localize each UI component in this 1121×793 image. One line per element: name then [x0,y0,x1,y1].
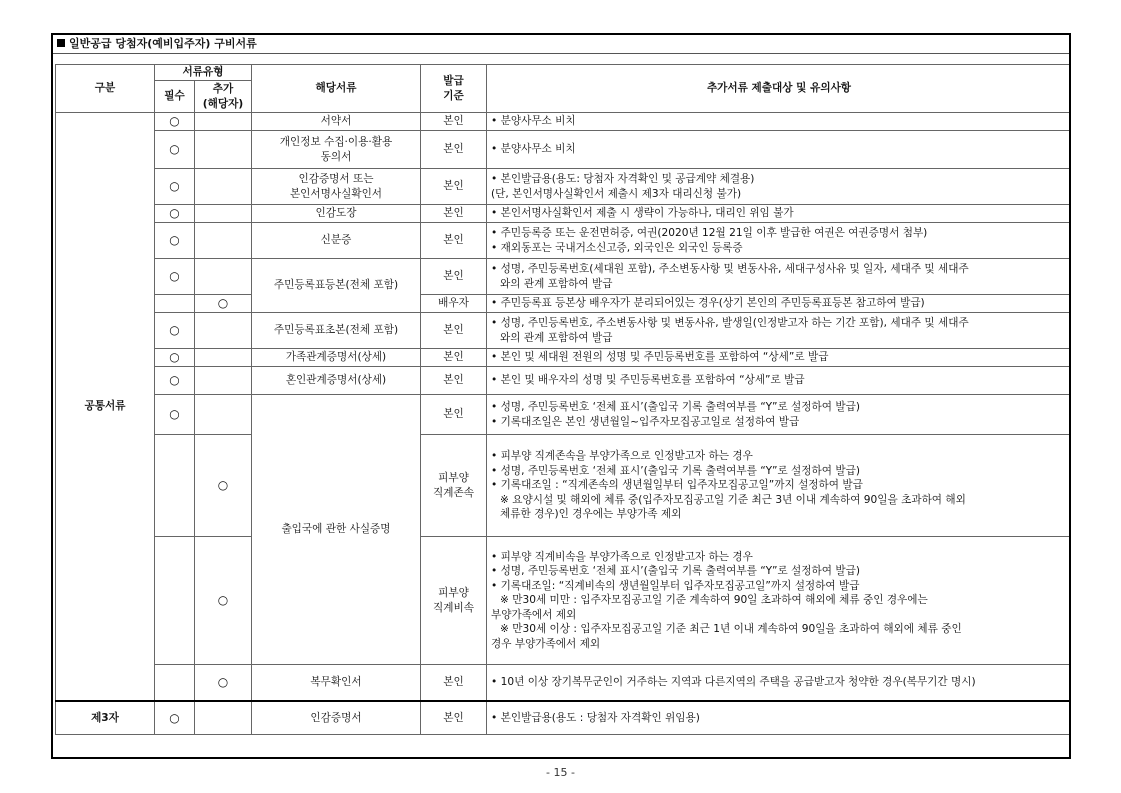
document-name: 인감증명서 [252,701,421,735]
issue-basis: 본인 [421,665,487,701]
required-mark-empty [155,665,195,701]
document-name: 출입국에 관한 사실증명 [252,395,421,665]
issue-basis: 본인 [421,223,487,259]
table-row [56,113,1072,131]
table-row [56,131,1072,169]
notes-cell: • 본인 및 배우자의 성명 및 주민등록번호를 포함하여 “상세”로 발급 [487,367,1072,395]
issue-basis: 본인 [421,259,487,295]
header-additional: 추가 (해당자) [195,81,252,113]
document-name: 개인정보 수집·이용·활용 동의서 [252,131,421,169]
document-name: 인감증명서 또는 본인서명사실확인서 [252,169,421,205]
additional-mark-empty [195,395,252,435]
additional-mark-empty [195,169,252,205]
issue-basis: 피부양 직계비속 [421,537,487,665]
required-mark: ○ [155,259,195,295]
notes-cell: • 피부양 직계존속을 부양가족으로 인정받고자 하는 경우 • 성명, 주민등록번호 ‘전체 표시’(출입국 기록 출력여부를 “Y”로 설정하여 발급) • 기록대조일 : “직계존속의 생년월일부터 입주자모집공고일”까지 설정하여 발급 ※ 요양시설 및 해외에 체류 중(입주자모집공고일 기준 최근 3년 이내 계속하여 90일을 초과하여 해외 체류한 경우)인 경우에는 부양가족 제외 [487,435,1072,537]
table-row [56,349,1072,367]
required-mark: ○ [155,313,195,349]
table-row [56,169,1072,205]
issue-basis: 본인 [421,367,487,395]
notes-cell: • 본인 및 세대원 전원의 성명 및 주민등록번호를 포함하여 “상세”로 발급 [487,349,1072,367]
section-title-text: 일반공급 당첨자(예비입주자) 구비서류 [69,37,257,50]
table-row [56,395,1072,435]
additional-mark-empty [195,701,252,735]
additional-mark-empty [195,349,252,367]
required-mark: ○ [155,223,195,259]
notes-cell: • 성명, 주민등록번호, 주소변동사항 및 변동사유, 발생일(인정받고자 하는 기간 포함), 세대주 및 세대주 와의 관계 포함하여 발급 [487,313,1072,349]
required-mark: ○ [155,349,195,367]
issue-basis: 본인 [421,395,487,435]
header-issue: 발급 기준 [421,65,487,113]
issue-basis: 본인 [421,205,487,223]
table-row [56,295,1072,313]
group-common: 공통서류 [56,113,155,701]
table-row [56,313,1072,349]
square-bullet-icon [57,39,65,47]
document-name: 신분증 [252,223,421,259]
required-mark: ○ [155,131,195,169]
issue-basis: 본인 [421,113,487,131]
additional-mark-empty [195,131,252,169]
additional-mark-empty [195,367,252,395]
document-frame [51,33,1071,759]
header-document: 해당서류 [252,65,421,113]
notes-cell: • 10년 이상 장기복무군인이 거주하는 지역과 다른지역의 주택을 공급받고자 청약한 경우(복무기간 명시) [487,665,1072,701]
additional-mark-empty [195,205,252,223]
notes-cell: • 분양사무소 비치 [487,131,1072,169]
document-name: 가족관계증명서(상세) [252,349,421,367]
required-mark: ○ [155,205,195,223]
issue-basis: 본인 [421,131,487,169]
notes-cell: • 주민등록표 등본상 배우자가 분리되어있는 경우(상기 본인의 주민등록표등본 참고하여 발급) [487,295,1072,313]
additional-mark: ○ [195,295,252,313]
additional-mark-empty [195,223,252,259]
additional-mark-empty [195,313,252,349]
table-row [56,259,1072,295]
header-category: 구분 [56,65,155,113]
table-row [56,367,1072,395]
header-required: 필수 [155,81,195,113]
issue-basis: 배우자 [421,295,487,313]
required-mark: ○ [155,701,195,735]
notes-cell: • 분양사무소 비치 [487,113,1072,131]
page-number: - 15 - [546,766,575,779]
required-mark-empty [155,537,195,665]
notes-cell: • 피부양 직계비속을 부양가족으로 인정받고자 하는 경우 • 성명, 주민등록번호 ‘전체 표시’(출입국 기록 출력여부를 “Y”로 설정하여 발급) • 기록대조일: “직계비속의 생년월일부터 입주자모집공고일”까지 설정하여 발급 ※ 만30세 미만 : 입주자모집공고일 기준 계속하여 90일 초과하여 해외에 체류 중인 경우에는 부양가족에서 제외 ※ 만30세 이상 : 입주자모집공고일 기준 최근 1년 이내 계속하여 90일을 초과하여 해외에 체류 중인 경우 부양가족에서 제외 [487,537,1072,665]
table-row [56,205,1072,223]
additional-mark: ○ [195,665,252,701]
required-mark: ○ [155,395,195,435]
required-documents-table [55,64,1071,735]
required-mark-empty [155,295,195,313]
header-notes: 추가서류 제출대상 및 유의사항 [487,65,1072,113]
issue-basis: 피부양 직계존속 [421,435,487,537]
additional-mark-empty [195,113,252,131]
table-row [56,435,1072,537]
issue-basis: 본인 [421,701,487,735]
issue-basis: 본인 [421,349,487,367]
document-name: 인감도장 [252,205,421,223]
section-title [53,35,1069,54]
header-row [56,65,1072,81]
additional-mark: ○ [195,435,252,537]
notes-cell: • 주민등록증 또는 운전면허증, 여권(2020년 12월 21일 이후 발급한 여권은 여권증명서 첨부) • 재외동포는 국내거소신고증, 외국인은 외국인 등록증 [487,223,1072,259]
required-mark: ○ [155,169,195,205]
required-mark-empty [155,435,195,537]
document-name: 주민등록표초본(전체 포함) [252,313,421,349]
table-row [56,665,1072,701]
table-row [56,223,1072,259]
group-third-party: 제3자 [56,701,155,735]
additional-mark: ○ [195,537,252,665]
table-row [56,537,1072,665]
document-name: 서약서 [252,113,421,131]
document-name: 복무확인서 [252,665,421,701]
document-name: 주민등록표등본(전체 포함) [252,259,421,313]
notes-cell: • 성명, 주민등록번호(세대원 포함), 주소변동사항 및 변동사유, 세대구성사유 및 일자, 세대주 및 세대주 와의 관계 포함하여 발급 [487,259,1072,295]
table-row [56,701,1072,735]
issue-basis: 본인 [421,169,487,205]
notes-cell: • 본인발급용(용도 : 당첨자 자격확인 위임용) [487,701,1072,735]
issue-basis: 본인 [421,313,487,349]
document-name: 혼인관계증명서(상세) [252,367,421,395]
notes-cell: • 본인서명사실확인서 제출 시 생략이 가능하나, 대리인 위임 불가 [487,205,1072,223]
header-doc-type: 서류유형 [155,65,252,81]
required-mark: ○ [155,113,195,131]
required-mark: ○ [155,367,195,395]
notes-cell: • 성명, 주민등록번호 ‘전체 표시’(출입국 기록 출력여부를 “Y”로 설정하여 발급) • 기록대조일은 본인 생년월일~입주자모집공고일로 설정하여 발급 [487,395,1072,435]
additional-mark-empty [195,259,252,295]
notes-cell: • 본인발급용(용도: 당첨자 자격확인 및 공급계약 체결용) (단, 본인서명사실확인서 제출시 제3자 대리신청 불가) [487,169,1072,205]
